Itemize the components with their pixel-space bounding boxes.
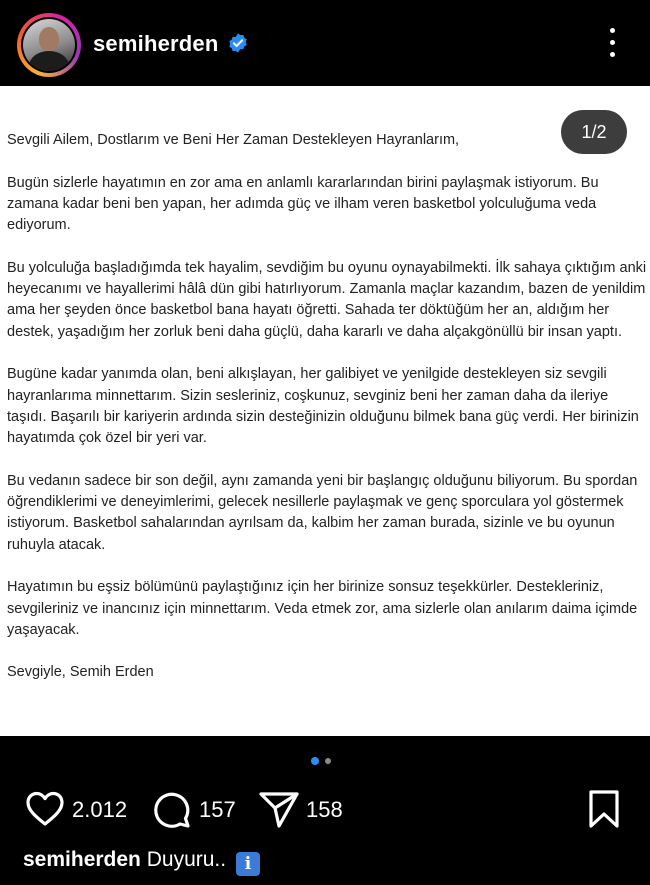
avatar-body-shape bbox=[29, 51, 69, 71]
letter-paragraph: Bugüne kadar yanımda olan, beni alkışlayan, her galibiyet ve yenilgide destekleyen siz sevgili hayranlarıma minnettarım. Sizin sesleriniz, coşkunuz, sevginiz beni her zaman daha da ileriye taşıdı. Başarılı bir kariyerin ardında sizin desteğinizin olduğunu bilmek bana güç verdi. Her birinizin hayatımda çok özel bir yeri var. bbox=[7, 366, 639, 447]
story-ring-avatar[interactable] bbox=[17, 13, 81, 77]
avatar-head-shape bbox=[39, 27, 59, 51]
carousel-dot bbox=[325, 758, 331, 764]
bookmark-icon[interactable] bbox=[588, 789, 620, 829]
letter-paragraph: Hayatımın bu eşsiz bölümünü paylaştığınız için her birinize sonsuz teşekkürler. Destekleriniz, sevgileriniz ve inancınız için minnettarım. Veda etmek zor, ama sizlerle olan anılarım daima içimde yaşayacak. bbox=[7, 579, 638, 638]
letter-signature: Sevgiyle, Semih Erden bbox=[7, 664, 154, 681]
username-link[interactable]: semiherden bbox=[93, 31, 219, 56]
letter-paragraph: Bu vedanın sadece bir son değil, aynı zamanda yeni bir başlangıç olduğunu biliyorum. Bu spordan öğrendiklerimi ve deneyimlerimi, gelecek nesillerle paylaşmak ve genç sporculara yol göstermek istiyorum. Basketbol sahalarından ayrılsam da, kalbim her zaman burada, sizinle ve bu oyunun ruhuyla atacak. bbox=[7, 472, 638, 553]
carousel-dot-active bbox=[311, 757, 319, 765]
information-icon: i bbox=[236, 852, 260, 876]
comment-count[interactable]: 157 bbox=[199, 797, 236, 822]
share-icon[interactable] bbox=[258, 789, 300, 829]
post-image[interactable] bbox=[0, 86, 650, 736]
comment-icon[interactable] bbox=[152, 789, 192, 829]
letter-paragraph: Bugün sizlerle hayatımın en zor ama en anlamlı kararlarından birini paylaşmak istiyorum. Bu zamana kadar beni ben yapan, her adımda güç ve ilham veren basketbol yolculuğuma veda ediyorum. bbox=[7, 174, 599, 234]
letter-greeting: Sevgili Ailem, Dostlarım ve Beni Her Zaman Destekleyen Hayranlarım, bbox=[7, 132, 460, 148]
letter-paragraph: Bu yolculuğa başladığımda tek hayalim, sevdiğim bu oyunu oynayabilmekti. İlk sahaya çıktığım anki heyecanımı ve hayallerimi hâlâ dün gibi hatırlıyorum. Zamanla maçlar kazandım, bazen de yenildim ama her şeyden önce basketbol bana hayatı öğretti. Sahada ter döktüğüm her an, aldığım her destek, yaşadığım her zorluk beni daha güçlü, daha kararlı ve daha alçakgönüllü bir insan yaptı. bbox=[7, 259, 647, 340]
action-bar bbox=[0, 785, 650, 835]
avatar[interactable] bbox=[21, 17, 77, 73]
caption-username[interactable]: semiherden bbox=[23, 848, 141, 871]
letter-text bbox=[7, 130, 647, 705]
post-header bbox=[0, 0, 650, 86]
more-vertical-icon[interactable] bbox=[602, 26, 622, 60]
share-count[interactable]: 158 bbox=[306, 797, 343, 822]
verified-badge-icon bbox=[227, 32, 249, 54]
heart-icon[interactable] bbox=[25, 790, 65, 828]
post-caption bbox=[23, 848, 260, 876]
avatar-photo bbox=[23, 19, 75, 71]
like-count[interactable]: 2.012 bbox=[72, 797, 128, 822]
caption-text: Duyuru.. bbox=[146, 848, 227, 871]
carousel-counter: 1/2 bbox=[561, 110, 627, 154]
